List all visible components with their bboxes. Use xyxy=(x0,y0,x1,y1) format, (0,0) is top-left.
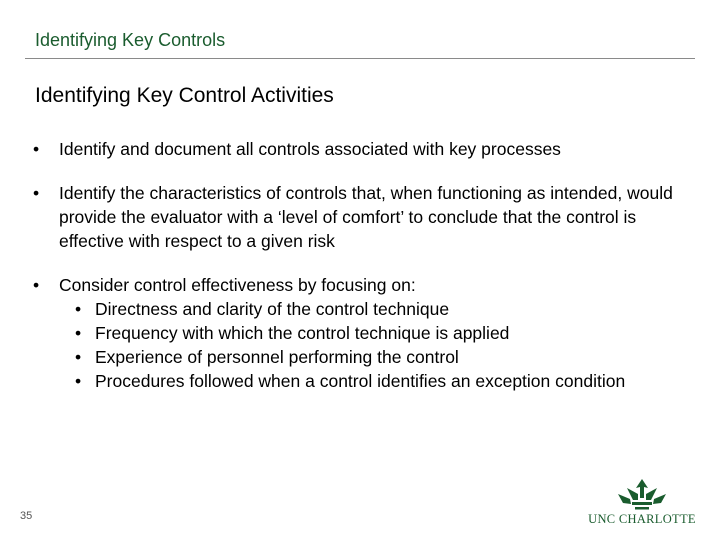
bullet-item xyxy=(33,137,693,161)
bullet-text: Identify and document all controls associated with key processes xyxy=(59,139,561,159)
bullet-dot-icon: • xyxy=(33,275,40,295)
header-divider xyxy=(25,58,695,59)
bullet-dot-icon: • xyxy=(75,371,82,391)
bullet-dot-icon: • xyxy=(75,299,82,319)
bullet-dot-icon: • xyxy=(75,323,82,343)
bullet-dot-icon: • xyxy=(33,139,40,159)
crown-icon xyxy=(617,478,667,512)
page-number: 35 xyxy=(20,510,33,522)
bullet-dot-icon: • xyxy=(75,347,82,367)
bullet-list xyxy=(33,137,693,393)
header-title: Identifying Key Controls xyxy=(35,30,226,50)
bullet-item xyxy=(33,273,693,297)
bullet-text: Consider control effectiveness by focusing on: xyxy=(59,275,416,295)
sub-bullet-item xyxy=(59,369,693,393)
bullet-item xyxy=(33,181,693,253)
sub-bullet-item xyxy=(59,321,693,345)
bullet-text: Identify the characteristics of controls that, when functioning as intended, would provide the evaluator with a ‘level of comfort’ to conclude that the control is effective with respect to a given risk xyxy=(59,183,673,251)
sub-bullet-item xyxy=(59,297,693,321)
sub-bullet-text: Directness and clarity of the control technique xyxy=(95,299,450,319)
sub-bullet-text: Experience of personnel performing the control xyxy=(95,347,459,367)
sub-bullet-item xyxy=(59,345,693,369)
sub-bullet-text: Frequency with which the control technique is applied xyxy=(95,323,510,343)
logo-wordmark: UNC CHARLOTTE xyxy=(588,512,696,526)
unc-charlotte-logo xyxy=(587,478,697,528)
sub-bullet-text: Procedures followed when a control identifies an exception condition xyxy=(95,371,626,391)
slide-heading: Identifying Key Control Activities xyxy=(35,84,334,107)
bullet-dot-icon: • xyxy=(33,183,40,203)
